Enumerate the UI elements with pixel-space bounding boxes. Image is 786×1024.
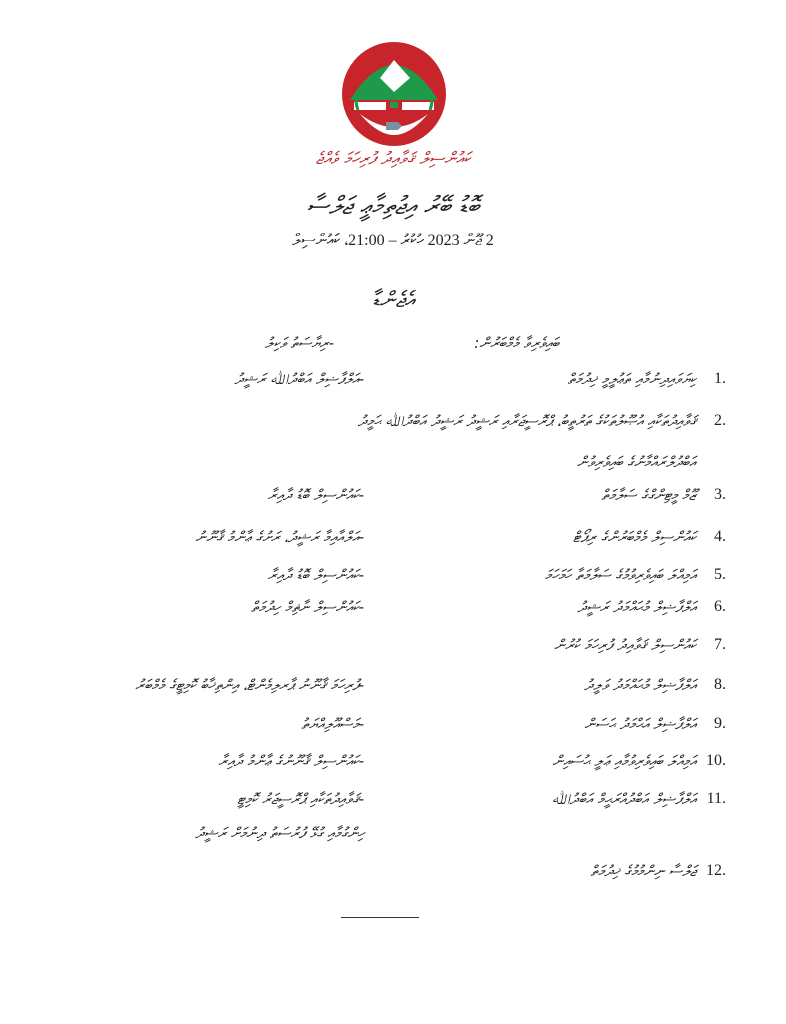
agenda-item [60, 598, 726, 628]
agenda-item-title: ކައުންސިލް ޤަވާއިދު ފުރިހަމަ ކުރުން [554, 636, 696, 654]
agenda-item [60, 824, 726, 854]
agenda-item-title: އަލްފާޟިލް އަބްދުއްރަޙީމް އަބްދުﷲ [551, 790, 696, 808]
agenda-item-presenter: -ކައުންސިލް ނާޡިމް ހިދުމަތް [251, 598, 364, 616]
agenda-item-number: 11. [706, 790, 726, 807]
agenda-item-number: 2. [714, 412, 726, 429]
agenda-item-title: އަލްފާޟިލް މުޙައްމަދު ވަލީދު [584, 676, 696, 694]
agenda-item-number: 12. [706, 862, 726, 879]
agenda-item-continuation: ހިންގުމާއި ގުޅޭ ފުރުސަތު ދިނުމަށް ރަޝީދު [195, 824, 364, 842]
agenda-item [60, 862, 726, 892]
agenda-item [60, 715, 726, 745]
agenda-item-presenter: -ފުރިހަމަ ޤާނޫނު ޕާރލިމެންޓް، އިންތިޚާބު ކޮމިޓީގެ މެމްބަރު [135, 676, 364, 694]
agenda-item-number: 7. [714, 636, 726, 653]
agenda-item-title: އަލްފާޟިލް އަޙްމަދު ޙަސަން [584, 715, 696, 733]
agenda-item-number: 4. [714, 528, 726, 545]
agenda-item-number: 6. [714, 598, 726, 615]
agenda-item-title: އަމިއްލަ ބައިވެރިވުމުގެ ސަލާމަތާ ހަމަހަމަ [544, 566, 696, 584]
page-title: ބޮޑު ބޭރު އިޖުތިމާޢީ ޖަލްސާ [306, 191, 480, 220]
agenda-item-title: ޒޫމް މީޓިންގްގެ ސަލާމަތް [601, 486, 696, 504]
agenda-item-number: 1. [714, 370, 726, 387]
agenda-item [60, 636, 726, 666]
meeting-date: 2 ޖޫން 2023 ހުކުރު – 21:00، ކައުންސިލް [292, 232, 494, 249]
agenda-item-presenter: -އަލްއާއިމާ ރަޝީދު، ރަށުގެ ޢާންމު ޤާނޫނު [195, 528, 364, 546]
agenda-item-number: 8. [714, 676, 726, 693]
agenda-item-title: ޖަލްސާ ނިންމުމުގެ ޚިދުމަތް [590, 862, 696, 880]
agenda-heading: އެޖެންޑާ [371, 288, 415, 313]
agenda-item [60, 370, 726, 400]
agenda-item-continuation: އަބްދުލްރައްމާނުގެ ބައިވެރިވުން [576, 453, 696, 471]
agenda-item [60, 676, 726, 706]
agenda-item [60, 412, 726, 442]
agenda-item-number: 9. [714, 715, 726, 732]
agenda-item [60, 486, 726, 516]
agenda-item-title: ޤަވާއިދުތަކާއި އުޞޫލުތަކުގެ ތަރުތީބު، ޕްރޮސީޖަރާއި ރަޝީދު ރަޝީދު އަބްދުﷲ ޙަމީދު [357, 412, 696, 430]
agenda-item-presenter: -ޤަވާއިދުތަކާއި ޕްރޮސީޖަރު ކޮމިޓީ [237, 790, 364, 808]
agenda-item-title: އަމިއްލަ ބައިވެރިވުމާއި ޢަލީ ޙުސައިން [552, 752, 696, 770]
presenter-column-header: -ރިޔާސަތު ވަކިލު [264, 334, 334, 352]
agenda-item [60, 453, 726, 483]
agenda-item [60, 566, 726, 596]
agenda-item-title: އަލްފާޟިލް މުޙައްމަދު ރަޝީދު [577, 598, 696, 616]
agenda-item-presenter: -ކައުންސިލް ބޮޑު ދާއިރާ [267, 566, 364, 584]
agenda-item-presenter: -އަލްފާޟިލް އަބްދުﷲ ރަޝީދު [234, 370, 364, 388]
footer-divider [341, 917, 419, 918]
agenda-item-title: ކިޔަވައިދިނުމާއި ތަޢުލީމީ ޚިދުމަތް [567, 370, 696, 388]
agenda-item-number: 10. [706, 752, 726, 769]
agenda-item-title: ކައުންސިލް މެމްބަރުންގެ ރިޕޯޓް [572, 528, 696, 546]
council-logo [340, 40, 448, 148]
agenda-item [60, 752, 726, 782]
agenda-item-number: 3. [714, 486, 726, 503]
agenda-item-presenter: -މަސްއޫލިއްޔަތު [301, 715, 364, 733]
org-name: ކައުންސިލް ޤަވާއިދު ފުރިހަމަ ވެއްޖެ [315, 149, 471, 169]
agenda-item-presenter: -ކައުންސިލް ޤާނޫނުގެ ޢާންމު ދާއިރާ [218, 752, 364, 770]
agenda-item-number: 5. [714, 566, 726, 583]
participants-column-header: ބައިވެރިވާ މެމްބަރުން: [474, 334, 559, 352]
agenda-item-presenter: -ކައުންސިލް ބޮޑު ދާއިރާ [267, 486, 364, 504]
agenda-item [60, 790, 726, 820]
agenda-item [60, 528, 726, 558]
